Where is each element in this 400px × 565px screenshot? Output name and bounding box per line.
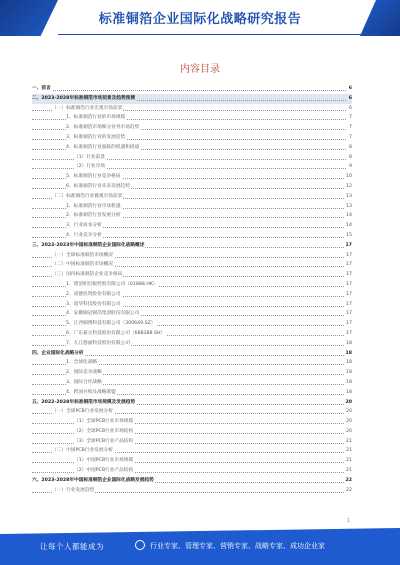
toc-entry[interactable] [32,398,352,408]
toc-entry[interactable] [32,260,352,270]
toc-entry[interactable] [32,309,352,319]
toc-entry[interactable] [32,446,352,456]
toc-entry[interactable] [32,153,352,163]
toc-entry-title: （3）全球PCB行业产品结构 [74,437,134,447]
toc-entry-title: 1、全球化战略 [66,358,98,368]
toc-entry-title: （二）标准铜箔行业微观市场前景 [52,192,123,202]
toc-entry-title: 3、超华科技股份有限公司 [66,300,122,310]
toc-entry-page: 20 [345,427,352,437]
toc-heading: 内容目录 [180,64,220,75]
toc-entry[interactable] [32,162,352,172]
toc-entry[interactable] [32,466,352,476]
toc-entry-page: 8 [348,153,352,163]
toc-entry[interactable] [32,113,352,123]
toc-entry[interactable] [32,221,352,231]
toc-entry-title: 3、国际合作战略 [66,378,103,388]
toc-entry[interactable] [32,211,352,221]
toc-entry-title: （一）标准铜箔行业宏观市场前景 [52,104,123,114]
toc-entry-title: 4、安徽铜冠铜箔集团股份有限公司 [66,309,140,319]
toc-entry-page: 22 [345,486,352,496]
toc-entry-title: 6、广东嘉元科技股份有限公司（688388.SH） [66,329,166,339]
toc-entry-title: （2）中国PCB行业产品结构 [74,466,134,476]
toc-entry-page: 6 [348,94,352,104]
toc-entry-page: 7 [348,133,352,143]
toc-entry[interactable] [32,486,352,496]
footer-tagline: 让每个人都能成为 [40,542,104,551]
toc-entry[interactable] [32,378,352,388]
toc-entry-page: 18 [345,358,352,368]
toc-entry-page: 21 [345,456,352,466]
toc-entry[interactable] [32,192,352,202]
table-of-contents [32,84,352,495]
toc-entry-page: 20 [345,417,352,427]
toc-entry-page: 17 [345,309,352,319]
toc-entry-title: 2、国际竞争战略 [66,368,103,378]
toc-entry-title: （1）中国PCB行业市场规模 [74,456,134,466]
toc-entry-title: 4、行业竞争分析 [66,231,103,241]
toc-entry-title: 五、2022-2028年标准铜箔市场规模及发展趋势 [32,398,136,408]
toc-entry-title: 2、诺德投资股份有限公司 [66,290,122,300]
toc-entry[interactable] [32,388,352,398]
toc-entry-page: 6 [348,84,352,94]
toc-entry-page: 12 [345,182,352,192]
toc-entry-title: 六、2023-2028年中国标准铜箔企业国际化战略发展趋势 [32,476,155,486]
toc-entry-page: 18 [345,388,352,398]
toc-entry-page: 17 [345,270,352,280]
toc-entry-title: 3、标准铜箔行业的发展趋势 [66,133,126,143]
toc-entry-page: 17 [345,280,352,290]
toc-entry-title: 4、跨国并购及战略联盟 [66,388,117,398]
toc-entry-page: 18 [344,349,352,359]
toc-entry[interactable] [32,172,352,182]
toc-entry[interactable] [32,202,352,212]
toc-entry[interactable] [32,133,352,143]
toc-entry[interactable] [32,407,352,417]
toc-entry-title: （2）全球PCB行业市场结构 [74,427,134,437]
toc-entry-title: （1）行业前景 [74,153,106,163]
toc-entry-title: 4、标准铜箔行业面临的机遇和挑战 [66,143,140,153]
toc-entry-page: 21 [345,466,352,476]
toc-entry-title: 5、江西铜博科技有限公司（300649.SZ） [66,319,157,329]
toc-entry-page: 17 [344,241,352,251]
toc-entry-title: 一、前言 [32,84,52,94]
toc-entry[interactable] [32,349,352,359]
toc-entry[interactable] [32,280,352,290]
toc-entry[interactable] [32,182,352,192]
toc-entry[interactable] [32,476,352,486]
page-header [0,0,400,36]
toc-entry-page: 20 [344,398,352,408]
toc-entry-page: 13 [345,192,352,202]
toc-entry-title: （一）行业发展趋势 [52,486,95,496]
toc-entry-page: 13 [345,202,352,212]
toc-entry-title: 1、建滔积层板控股有限公司（01888.HK） [66,280,159,290]
toc-entry-page: 17 [345,300,352,310]
toc-entry-page: 17 [345,251,352,261]
toc-entry-title: （二）中国PCB行业发展分析 [52,446,114,456]
toc-entry-title: 3、行业成本分析 [66,221,103,231]
toc-entry-page: 15 [345,231,352,241]
toc-entry-page: 18 [345,339,352,349]
toc-entry[interactable] [32,300,352,310]
toc-entry-page: 6 [348,104,352,114]
toc-entry-title: 1、标准铜箔行业市场机遇 [66,202,122,212]
toc-entry[interactable] [32,368,352,378]
toc-entry[interactable] [32,417,352,427]
toc-entry-title: 三、2022-2023年中国标准铜箔企业国际化战略概述 [32,241,145,251]
page-number: 1 [346,518,350,524]
toc-entry-title: （三）国内标准铜箔企业竞争格局 [52,270,123,280]
toc-entry-title: 2、标准铜箔市场细分业务市场趋势 [66,123,140,133]
toc-entry-title: （2）行业市场 [74,162,106,172]
toc-entry-title: （1）全球PCB行业市场规模 [74,417,134,427]
toc-entry-page: 17 [345,329,352,339]
toc-entry[interactable] [32,290,352,300]
toc-entry[interactable] [32,339,352,349]
toc-entry-page: 21 [345,437,352,447]
toc-entry-title: 7、九江德福科技股份有限公司 [66,339,131,349]
toc-entry-page: 14 [345,221,352,231]
toc-entry[interactable] [32,123,352,133]
toc-entry-title: 6、标准铜箔行业未来发展趋势 [66,182,131,192]
footer-logo-icon [135,540,145,550]
toc-entry[interactable] [32,427,352,437]
toc-leader-dots [32,90,346,91]
toc-entry-page: 17 [345,319,352,329]
toc-entry-page: 21 [345,446,352,456]
toc-entry-page: 10 [345,172,352,182]
toc-entry-page: 18 [345,378,352,388]
toc-entry[interactable] [32,270,352,280]
toc-entry[interactable] [32,94,352,104]
toc-entry-title: 5、标准铜箔行业竞争格局 [66,172,122,182]
toc-entry[interactable] [32,84,352,94]
toc-entry-page: 9 [348,162,352,172]
toc-entry-page: 14 [345,211,352,221]
header-rule [58,34,380,35]
toc-entry[interactable] [32,104,352,114]
toc-entry[interactable] [32,143,352,153]
toc-entry-title: 二、2023-2028年标准铜箔市场前景及趋势预测 [32,94,136,104]
toc-entry-page: 8 [348,143,352,153]
footer-slogan: 行业专家、管理专家、营销专家、战略专家、成功企业家 [150,542,325,550]
toc-entry-page: 18 [345,368,352,378]
toc-entry-page: 20 [345,407,352,417]
toc-entry-title: （一）全球标准铜箔市场概况 [52,251,114,261]
toc-entry[interactable] [32,456,352,466]
toc-entry-title: 2、标准铜箔行业发展分析 [66,211,122,221]
toc-entry[interactable] [32,329,352,339]
toc-entry[interactable] [32,319,352,329]
toc-entry[interactable] [32,231,352,241]
report-title: 标准铜箔企业国际化战略研究报告 [98,12,302,27]
toc-entry[interactable] [32,251,352,261]
toc-entry-page: 7 [348,123,352,133]
toc-entry-page: 22 [344,476,352,486]
toc-entry[interactable] [32,241,352,251]
toc-entry-title: 1、标准铜箔行业的市场规模 [66,113,126,123]
toc-entry-page: 17 [345,290,352,300]
toc-entry-page: 17 [345,260,352,270]
toc-entry-title: （二）中国标准铜箔市场概况 [52,260,114,270]
toc-entry-title: 四、企业国际化战略分析 [32,349,85,359]
toc-entry[interactable] [32,437,352,447]
toc-entry-title: （一）全球PCB行业发展分析 [52,407,114,417]
toc-entry-page: 7 [348,113,352,123]
toc-entry[interactable] [32,358,352,368]
